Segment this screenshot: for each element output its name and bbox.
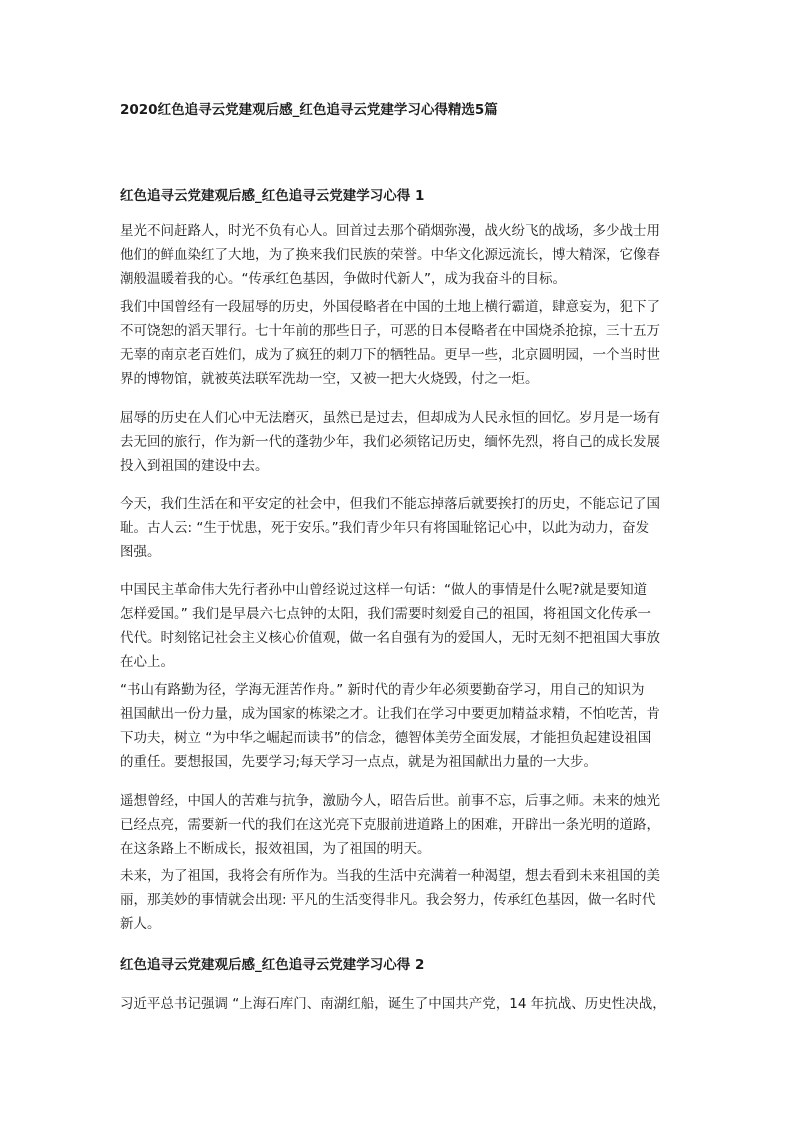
text-line: 下功夫，树立 “为中华之崛起而读书”的信念，德智体美劳全面发展，才能担负起建设祖国: [120, 730, 652, 746]
text-line: 中国民主革命伟大先行者孙中山曾经说过这样一句话：“做人的事情是什么呢?就是要知道: [120, 582, 648, 598]
document-title: 2020红色追寻云党建观后感_红色追寻云党建学习心得精选5篇: [120, 102, 498, 118]
text-line: 今天，我们生活在和平安定的社会中，但我们不能忘掉落后就要挨打的历史，不能忘记了国: [120, 496, 660, 512]
text-line: 屈辱的历史在人们心中无法磨灭，虽然已是过去，但却成为人民永恒的回忆。岁月是一场有: [120, 410, 660, 426]
text-line: 习近平总书记强调 “上海石库门、南湖红船，诞生了中国共产党，14 年抗战、历史性决战，: [120, 996, 666, 1012]
text-line: 在心上。: [120, 654, 174, 670]
text-line: 代代。时刻铭记社会主义核心价值观，做一名自强有为的爱国人，无时无刻不把祖国大事放: [120, 630, 660, 646]
paragraph: [120, 789, 676, 861]
text-line: 投入到祖国的建设中去。: [120, 458, 269, 474]
text-line: 无辜的南京老百姓们，成为了疯狂的刺刀下的牺牲品。更早一些，北京圆明园，一个当时世: [120, 347, 660, 363]
text-line: 潮般温暖着我的心。“传承红色基因，争做时代新人”，成为我奋斗的目标。: [120, 271, 566, 287]
text-line: 去无回的旅行，作为新一代的蓬勃少年，我们必须铭记历史，缅怀先烈，将自己的成长发展: [120, 434, 660, 450]
text-line: 界的博物馆，就被英法联军洗劫一空，又被一把大火烧毁，付之一炬。: [120, 371, 539, 387]
paragraph: [120, 219, 676, 291]
text-line: 图强。: [120, 544, 161, 560]
text-line: 我们中国曾经有一段屈辱的历史，外国侵略者在中国的土地上横行霸道，肆意妄为，犯下了: [120, 299, 660, 315]
text-line: 丽，那美妙的事情就会出现: 平凡的生活变得非凡。我会努力，传承红色基因，做一名时代: [120, 892, 656, 908]
text-line: 在这条路上不断成长，报效祖国，为了祖国的明天。: [120, 841, 431, 857]
text-line: 未来，为了祖国，我将会有所作为。当我的生活中充满着一种渴望，想去看到未来祖国的美: [120, 868, 660, 884]
paragraph: [120, 295, 676, 391]
paragraph: [120, 578, 676, 674]
section-heading-2: 红色追寻云党建观后感_红色追寻云党建学习心得 2: [120, 957, 425, 973]
paragraph: [120, 864, 676, 936]
text-line: 新人。: [120, 916, 161, 932]
text-line: 不可饶恕的滔天罪行。七十年前的那些日子，可恶的日本侵略者在中国烧杀抢掠，三十五万: [120, 323, 660, 339]
paragraph: [120, 406, 676, 478]
text-line: 的重任。要想报国，先要学习;每天学习一点点，就是为祖国献出力量的一大步。: [120, 754, 598, 770]
section-heading-1: 红色追寻云党建观后感_红色追寻云党建学习心得 1: [120, 188, 425, 204]
paragraph: [120, 678, 676, 774]
text-line: 已经点亮，需要新一代的我们在这光亮下克服前进道路上的困难，开辟出一条光明的道路，: [120, 817, 660, 833]
text-line: 他们的鲜血染红了大地，为了换来我们民族的荣誉。中华文化源远流长，博大精深，它像春: [120, 247, 660, 263]
text-line: 祖国献出一份力量，成为国家的栋梁之才。让我们在学习中要更加精益求精，不怕吃苦，肯: [120, 706, 660, 722]
text-line: 遥想曾经，中国人的苦难与抗争，激励今人，昭告后世。前事不忘，后事之师。未来的烛光: [120, 793, 660, 809]
paragraph: [120, 492, 676, 564]
text-line: 怎样爱国。” 我们是早晨六七点钟的太阳，我们需要时刻爱自己的祖国，将祖国文化传承一: [120, 606, 652, 622]
text-line: “书山有路勤为径，学海无涯苦作舟。” 新时代的青少年必须要勤奋学习，用自己的知识为: [120, 682, 645, 698]
paragraph-continuation: [120, 992, 676, 1016]
text-line: 星光不问赶路人，时光不负有心人。回首过去那个硝烟弥漫，战火纷飞的战场，多少战士用: [120, 223, 660, 239]
text-line: 耻。古人云: “生于忧患，死于安乐。”我们青少年只有将国耻铭记心中，以此为动力，奋发: [120, 520, 650, 536]
